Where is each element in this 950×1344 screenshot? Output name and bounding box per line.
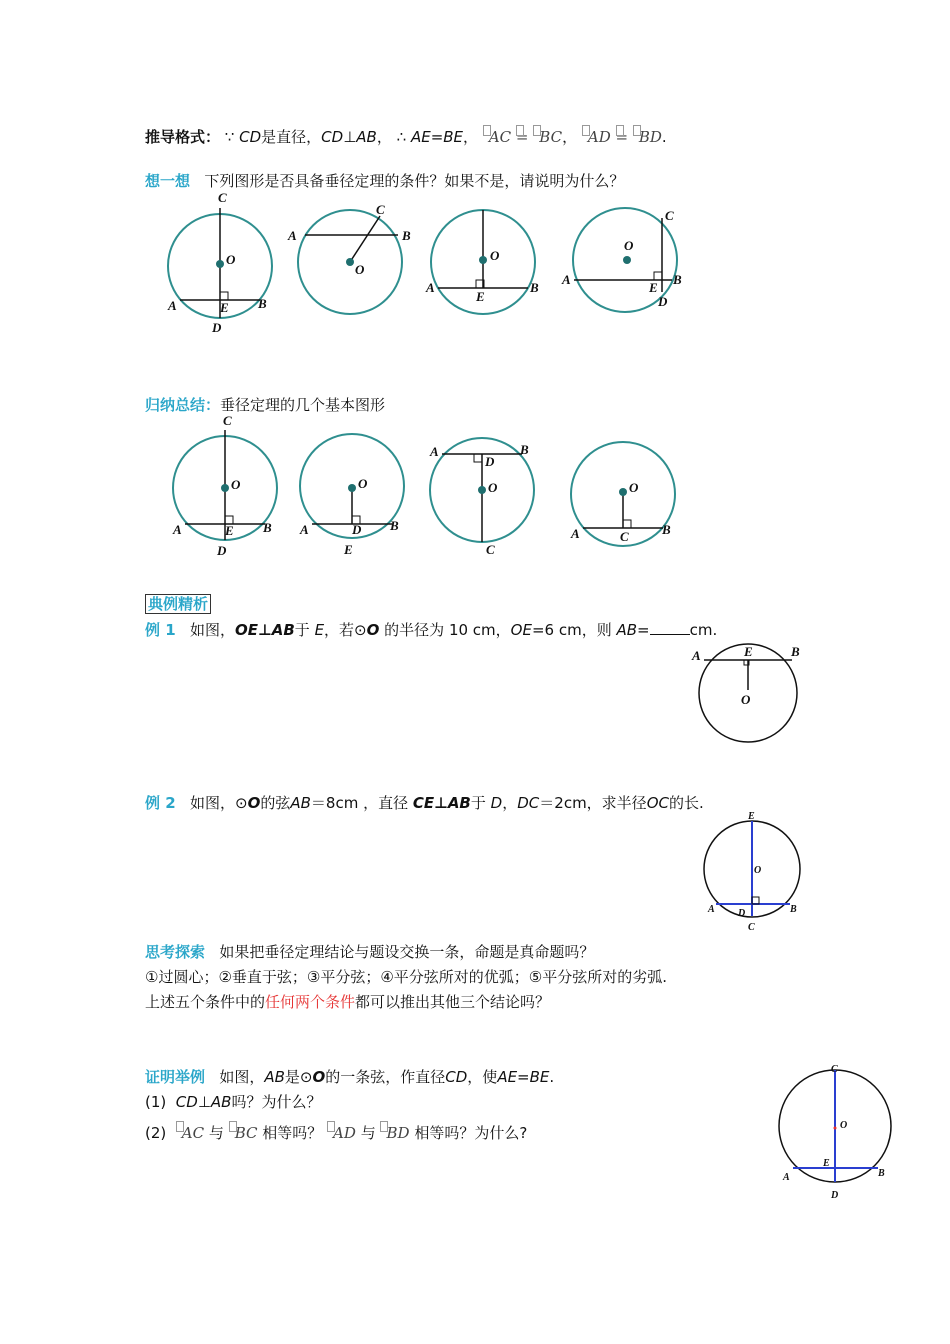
label-a: A: [173, 522, 182, 537]
proof-text: .: [549, 1068, 555, 1086]
example-1-text: OE: [510, 621, 532, 639]
label-d: D: [217, 543, 227, 558]
label-a: A: [571, 526, 580, 541]
arc-ad: AD: [327, 1124, 356, 1142]
example-2-text: ，: [502, 794, 518, 812]
example-1-text: AB: [616, 621, 638, 639]
arc-ad: AD: [582, 128, 611, 146]
label-o: O: [624, 238, 634, 253]
proof-question-2: [145, 1122, 527, 1143]
label-d: D: [831, 1190, 839, 1201]
label-b: B: [673, 272, 682, 287]
label-b: B: [878, 1168, 885, 1179]
derivation-text: ，: [376, 128, 392, 146]
examples-header-label: 典例精析: [145, 594, 211, 614]
think-text: 下列图形是否具备垂径定理的条件？如果不是，请说明为什么？: [204, 172, 625, 190]
example-1-text: =6 cm，则: [531, 621, 612, 639]
example-2-text: 的弦: [260, 794, 291, 812]
label-b: B: [402, 228, 411, 243]
answer-blank[interactable]: [650, 634, 690, 635]
proof-text: 是⊙: [284, 1068, 313, 1086]
question-number: (1): [145, 1093, 167, 1111]
label-d: D: [485, 454, 495, 469]
proof-text: AB: [264, 1068, 285, 1086]
example-2-text: DC: [517, 794, 540, 812]
summary-text: 垂径定理的几个基本图形: [220, 396, 386, 414]
label-o: O: [358, 476, 368, 491]
question-number: (2): [145, 1124, 167, 1142]
label-o: O: [226, 252, 236, 267]
label-a: A: [783, 1172, 790, 1183]
example-1-text: cm.: [689, 621, 718, 639]
derivation-text: CD: [239, 128, 262, 146]
example-1-figure: [690, 640, 810, 745]
example-2-text: OC: [646, 794, 669, 812]
example-2-text: ＝8cm ，直径: [310, 794, 409, 812]
proof-text: 相等吗？: [262, 1124, 323, 1142]
label-a: A: [168, 298, 177, 313]
label-c: C: [665, 208, 674, 223]
proof-text: 相等吗？为什么?: [414, 1124, 528, 1142]
arc-bd: BD: [380, 1124, 409, 1142]
label-o: O: [488, 480, 498, 495]
explore-label: 思考探索: [145, 943, 206, 961]
example-1-text: ，若⊙: [324, 621, 367, 639]
derivation-text: ，: [463, 128, 479, 146]
proof-text: O: [312, 1068, 326, 1086]
derivation-text: .: [661, 128, 667, 146]
explore-highlight: 任何两个条件: [265, 993, 356, 1011]
label-a: A: [562, 272, 571, 287]
because-symbol: ∵: [224, 128, 235, 146]
label-c: C: [218, 190, 227, 205]
arc-ac: AC: [483, 128, 511, 146]
label-o: O: [355, 262, 365, 277]
label-e: E: [220, 300, 229, 315]
label-a: A: [430, 444, 439, 459]
proof-text: 吗？为什么？: [231, 1093, 322, 1111]
example-1-text: 于: [294, 621, 310, 639]
label-b: B: [390, 518, 399, 533]
derivation-label: 推导格式：: [145, 128, 221, 146]
example-1-text: O: [366, 621, 380, 639]
example-2-text: 如图，⊙: [189, 794, 248, 812]
example-1-label: 例 1: [145, 621, 176, 639]
label-o: O: [754, 865, 762, 876]
example-2-text: CE⊥AB: [412, 794, 471, 812]
summary-figure-4: [570, 442, 675, 546]
example-2-figure: [700, 808, 810, 936]
label-a: A: [426, 280, 435, 295]
label-a: A: [288, 228, 297, 243]
label-c: C: [223, 413, 232, 428]
proof-question-1: [145, 1091, 321, 1112]
arc-ac: AC: [176, 1124, 204, 1142]
explore-line-1: [145, 941, 594, 962]
explore-line-3: [145, 991, 550, 1012]
proof-text: 如图，: [219, 1068, 265, 1086]
summary-label: 归纳总结：: [145, 396, 221, 414]
explore-text: 都可以推出其他三个结论吗？: [355, 993, 551, 1011]
label-a: A: [692, 648, 701, 663]
example-2: [145, 792, 704, 813]
arc-bd: BD: [633, 128, 662, 146]
think-figure-1: [167, 190, 272, 335]
summary-figure-3: [429, 438, 534, 557]
label-b: B: [791, 644, 800, 659]
summary-figures: [160, 410, 690, 560]
derivation-line: [145, 126, 667, 147]
proof-intro: [145, 1066, 554, 1087]
equals-sign: =: [615, 128, 629, 146]
therefore-symbol: ∴: [396, 128, 407, 146]
derivation-text: 是直径，: [261, 128, 322, 146]
label-e: E: [476, 289, 485, 304]
label-d: D: [352, 522, 362, 537]
think-figure-3: [425, 210, 539, 314]
example-2-text: 于: [470, 794, 486, 812]
label-b: B: [662, 522, 671, 537]
proof-text: 与: [360, 1124, 376, 1142]
label-a: A: [300, 522, 309, 537]
label-o: O: [840, 1120, 848, 1131]
label-o: O: [741, 692, 751, 707]
think-figure-4: [561, 208, 682, 312]
derivation-text: ，: [562, 128, 578, 146]
example-1-text: =: [637, 621, 650, 639]
label-o: O: [490, 248, 500, 263]
label-b: B: [790, 904, 797, 915]
label-b: B: [258, 296, 267, 311]
proof-label: 证明举例: [145, 1068, 206, 1086]
example-2-text: O: [247, 794, 261, 812]
label-d: D: [658, 294, 668, 309]
proof-figure: [770, 1060, 900, 1205]
think-figure-2: [287, 202, 411, 314]
example-1: [145, 619, 717, 640]
proof-text: 的一条弦，作直径: [325, 1068, 446, 1086]
example-1-text: 如图，: [189, 621, 235, 639]
summary-figure-1: [172, 413, 277, 558]
derivation-text: CD⊥AB: [321, 128, 377, 146]
arc-bc: BC: [533, 128, 562, 146]
label-c: C: [748, 922, 755, 933]
label-c: C: [620, 529, 629, 544]
examples-header: [145, 593, 211, 614]
label-a: A: [708, 904, 715, 915]
label-b: B: [520, 442, 529, 457]
label-o: O: [629, 480, 639, 495]
proof-text: 与: [208, 1124, 224, 1142]
label-e: E: [748, 811, 755, 822]
think-label: 想一想: [145, 172, 191, 190]
label-b: B: [530, 280, 539, 295]
proof-text: ，使: [467, 1068, 498, 1086]
label-c: C: [831, 1064, 838, 1075]
label-d: D: [738, 908, 746, 919]
summary-figure-2: [299, 434, 404, 557]
example-2-text: 的长.: [668, 794, 704, 812]
think-figures: [160, 188, 700, 338]
derivation-text: AE=BE: [410, 128, 464, 146]
label-e: E: [225, 523, 234, 538]
label-e: E: [744, 644, 753, 659]
explore-line-2: ①过圆心；②垂直于弦；③平分弦；④平分弦所对的优弧；⑤平分弦所对的劣弧.: [145, 968, 668, 986]
label-b: B: [263, 520, 272, 535]
proof-text: CD: [445, 1068, 468, 1086]
example-1-text: OE⊥AB: [235, 621, 295, 639]
proof-text: CD⊥AB: [175, 1093, 232, 1111]
proof-text: AE=BE: [497, 1068, 550, 1086]
label-c: C: [376, 202, 385, 217]
label-o: O: [231, 477, 241, 492]
label-e: E: [823, 1158, 830, 1169]
label-c: C: [486, 542, 495, 557]
label-e: E: [344, 542, 353, 557]
explore-text: 如果把垂径定理结论与题设交换一条，命题是真命题吗？: [219, 943, 595, 961]
example-2-text: D: [490, 794, 503, 812]
arc-bc: BC: [229, 1124, 258, 1142]
example-1-text: E: [314, 621, 325, 639]
label-d: D: [212, 320, 222, 335]
equals-sign: =: [515, 128, 529, 146]
example-1-text: 的半径为 10 cm，: [384, 621, 511, 639]
example-2-text: AB: [290, 794, 311, 812]
label-e: E: [649, 280, 658, 295]
example-2-label: 例 2: [145, 794, 176, 812]
explore-text: 上述五个条件中的: [145, 993, 266, 1011]
example-2-text: ＝2cm，求半径: [539, 794, 647, 812]
